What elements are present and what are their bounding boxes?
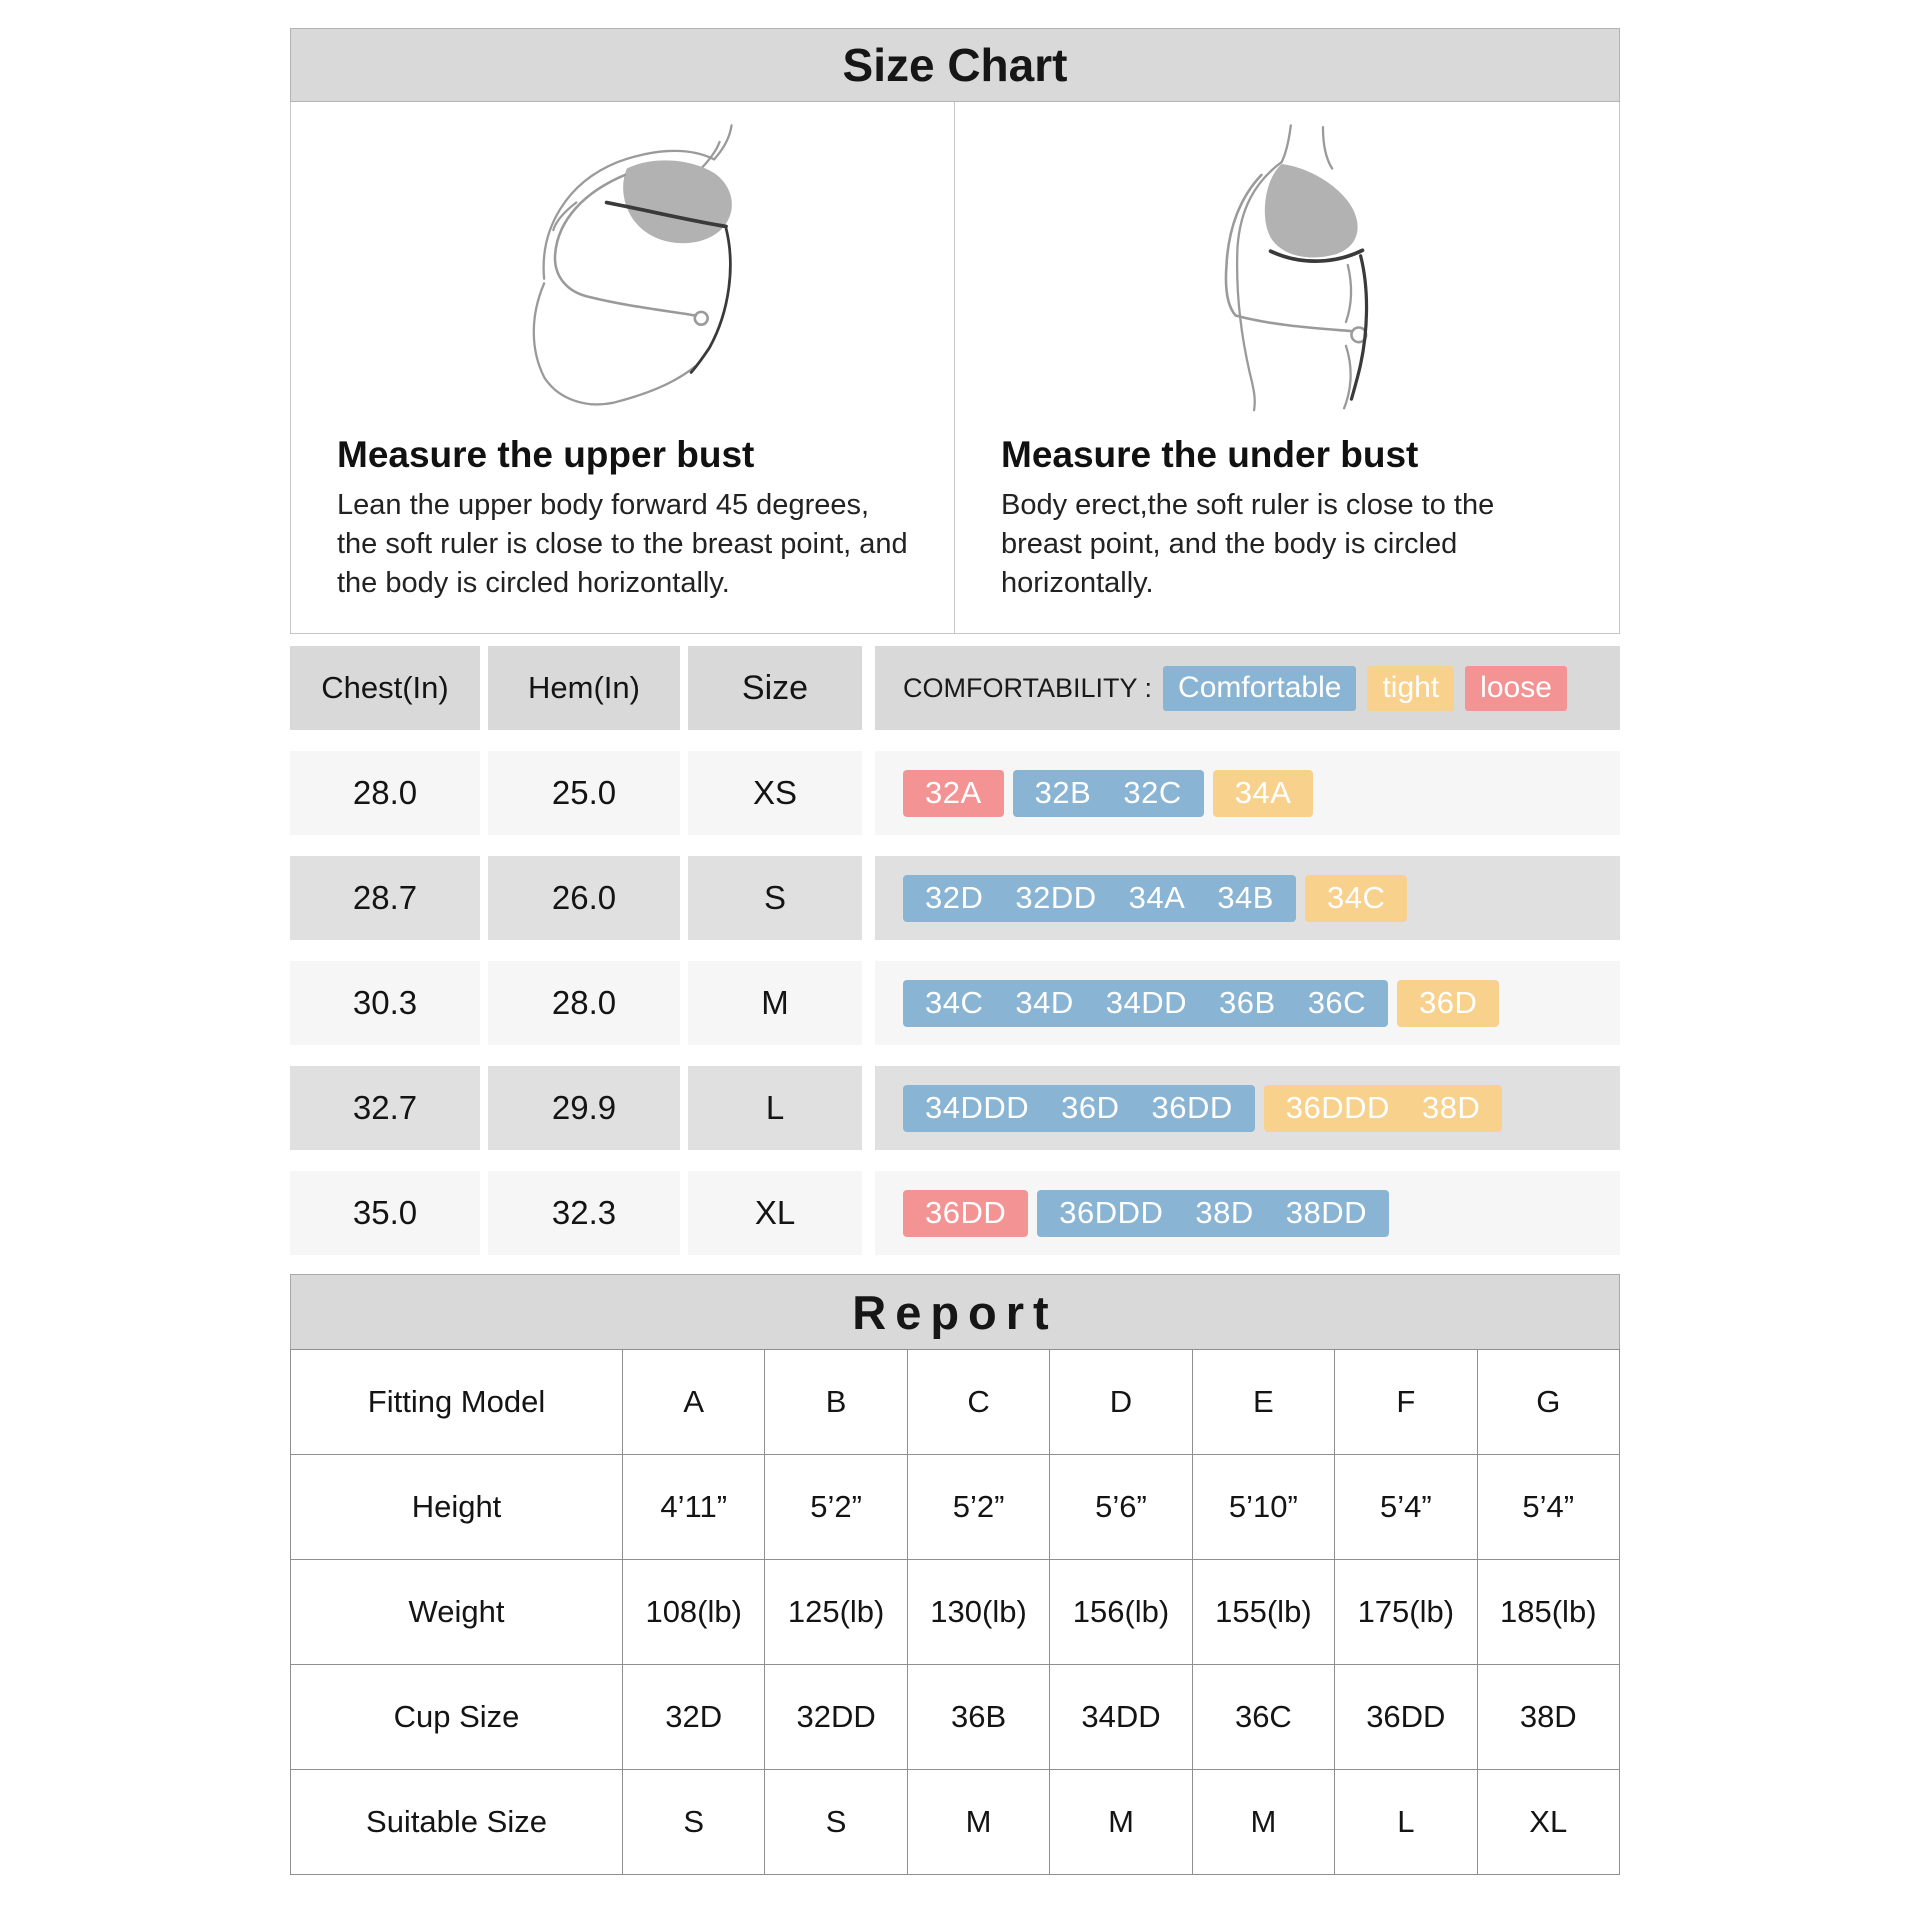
report-value: 34DD xyxy=(1050,1665,1192,1770)
size-table-rows xyxy=(290,751,1620,1255)
report-value: XL xyxy=(1477,1770,1619,1875)
report-value: 5’2” xyxy=(907,1455,1049,1560)
hem-value: 28.0 xyxy=(488,961,680,1045)
report-value: 38D xyxy=(1477,1665,1619,1770)
report-value: M xyxy=(1050,1770,1192,1875)
hem-value: 29.9 xyxy=(488,1066,680,1150)
report-value: B xyxy=(765,1350,907,1455)
report-value: 130(lb) xyxy=(907,1560,1049,1665)
size-value: S xyxy=(688,856,862,940)
measure-panels xyxy=(290,102,1620,634)
report-row-cup-size xyxy=(291,1665,1620,1770)
report-value: A xyxy=(623,1350,765,1455)
bra-size: 34B xyxy=(1217,880,1274,916)
report-value: M xyxy=(1192,1770,1334,1875)
report-table xyxy=(290,1349,1620,1875)
under-bust-figure-illustration xyxy=(1001,112,1581,420)
fit-badge-comfortable xyxy=(903,980,1388,1027)
panel-description: Body erect,the soft ruler is close to the breast point, and the body is circled horizontally. xyxy=(1001,489,1495,600)
fit-badge-tight xyxy=(1305,875,1407,922)
report-value: F xyxy=(1335,1350,1477,1455)
panel-description: Lean the upper body forward 45 degrees, the soft ruler is close to the breast point, and the body is circled horizontally. xyxy=(337,489,908,600)
report-value: 156(lb) xyxy=(1050,1560,1192,1665)
fit-badge-comfortable xyxy=(903,1085,1255,1132)
report-value: 155(lb) xyxy=(1192,1560,1334,1665)
report-value: S xyxy=(623,1770,765,1875)
fit-badges-cell xyxy=(875,751,1620,835)
fit-badges-cell xyxy=(875,1066,1620,1150)
report-value: L xyxy=(1335,1770,1477,1875)
measure-under-bust-panel xyxy=(955,102,1619,633)
report-value: 5’2” xyxy=(765,1455,907,1560)
hem-column-header: Hem(In) xyxy=(488,646,680,730)
report-row-height xyxy=(291,1455,1620,1560)
leaning-figure-icon xyxy=(489,118,765,412)
fit-badge-loose xyxy=(903,1190,1028,1237)
fit-badge-comfortable xyxy=(1037,1190,1389,1237)
bra-size: 34DD xyxy=(1105,985,1188,1021)
legend-badge-comfortable: Comfortable xyxy=(1163,666,1356,711)
report-value: E xyxy=(1192,1350,1334,1455)
chest-value: 28.0 xyxy=(290,751,480,835)
fit-badges-cell xyxy=(875,856,1620,940)
bra-size: 36D xyxy=(1419,985,1478,1021)
report-row-label: Suitable Size xyxy=(291,1770,623,1875)
upper-bust-figure-illustration xyxy=(337,112,916,420)
bra-size: 36C xyxy=(1307,985,1367,1021)
report-row-suitable-size xyxy=(291,1770,1620,1875)
report-value: 4’11” xyxy=(623,1455,765,1560)
bra-size: 32DD xyxy=(1015,880,1097,916)
report-title: Report xyxy=(290,1274,1620,1349)
size-row-l xyxy=(290,1066,1620,1150)
hem-value: 25.0 xyxy=(488,751,680,835)
size-column-header: Size xyxy=(688,646,862,730)
report-value: 5’10” xyxy=(1192,1455,1334,1560)
bra-shape xyxy=(1265,164,1358,258)
fit-badge-loose xyxy=(903,770,1004,817)
report-row-label: Cup Size xyxy=(291,1665,623,1770)
fit-badge-tight xyxy=(1213,770,1314,817)
report-value: 36C xyxy=(1192,1665,1334,1770)
report-value: 36DD xyxy=(1335,1665,1477,1770)
bra-size: 32C xyxy=(1123,775,1182,811)
chest-value: 32.7 xyxy=(290,1066,480,1150)
size-value: XS xyxy=(688,751,862,835)
report-value: 36B xyxy=(907,1665,1049,1770)
report-row-label: Fitting Model xyxy=(291,1350,623,1455)
report-value: D xyxy=(1050,1350,1192,1455)
bra-size: 34D xyxy=(1015,985,1074,1021)
size-row-m xyxy=(290,961,1620,1045)
size-row-s xyxy=(290,856,1620,940)
bra-size: 38DD xyxy=(1285,1195,1368,1231)
bra-size: 38D xyxy=(1195,1195,1254,1231)
upright-figure-icon xyxy=(1153,118,1429,412)
report-value: 125(lb) xyxy=(765,1560,907,1665)
report-value: M xyxy=(907,1770,1049,1875)
report-row-label: Weight xyxy=(291,1560,623,1665)
bra-size: 34A xyxy=(1234,775,1292,811)
bra-size: 34A xyxy=(1128,880,1186,916)
chest-value: 35.0 xyxy=(290,1171,480,1255)
report-value: S xyxy=(765,1770,907,1875)
size-row-xl xyxy=(290,1171,1620,1255)
fit-badge-tight xyxy=(1264,1085,1503,1132)
fit-badge-tight xyxy=(1397,980,1499,1027)
bra-size: 34C xyxy=(925,985,984,1021)
panel-title: Measure the under bust xyxy=(1001,434,1419,475)
panel-title: Measure the upper bust xyxy=(337,434,755,475)
chest-value: 28.7 xyxy=(290,856,480,940)
report-value: 32D xyxy=(623,1665,765,1770)
report-value: 185(lb) xyxy=(1477,1560,1619,1665)
size-value: M xyxy=(688,961,862,1045)
size-value: L xyxy=(688,1066,862,1150)
page-title: Size Chart xyxy=(290,28,1620,102)
report-value: 5’4” xyxy=(1335,1455,1477,1560)
bra-size: 36DDD xyxy=(1285,1090,1390,1126)
hem-value: 32.3 xyxy=(488,1171,680,1255)
chest-value: 30.3 xyxy=(290,961,480,1045)
report-value: C xyxy=(907,1350,1049,1455)
report-row-label: Height xyxy=(291,1455,623,1560)
report-section xyxy=(290,1274,1620,1875)
size-table xyxy=(290,646,1620,1255)
hem-value: 26.0 xyxy=(488,856,680,940)
comfortability-legend xyxy=(1152,666,1567,711)
report-value: 5’6” xyxy=(1050,1455,1192,1560)
size-value: XL xyxy=(688,1171,862,1255)
comfortability-header xyxy=(875,646,1620,730)
chest-column-header: Chest(In) xyxy=(290,646,480,730)
report-value: 108(lb) xyxy=(623,1560,765,1665)
fit-badge-comfortable xyxy=(1013,770,1204,817)
bra-size: 36DD xyxy=(925,1195,1007,1231)
legend-badge-tight: tight xyxy=(1367,666,1454,711)
report-row-fitting-model xyxy=(291,1350,1620,1455)
bra-shape xyxy=(623,160,732,243)
bra-size: 34DDD xyxy=(925,1090,1030,1126)
bra-size: 32B xyxy=(1034,775,1092,811)
bra-size: 32D xyxy=(925,880,984,916)
bra-size: 32A xyxy=(925,775,982,811)
report-value: 175(lb) xyxy=(1335,1560,1477,1665)
report-row-weight xyxy=(291,1560,1620,1665)
fit-badge-comfortable xyxy=(903,875,1296,922)
bra-size: 36D xyxy=(1061,1090,1120,1126)
bra-size: 36DD xyxy=(1151,1090,1233,1126)
report-value: 32DD xyxy=(765,1665,907,1770)
report-value: 5’4” xyxy=(1477,1455,1619,1560)
fit-badges-cell xyxy=(875,961,1620,1045)
bra-size: 34C xyxy=(1326,880,1386,916)
bra-size: 38D xyxy=(1421,1090,1481,1126)
legend-badge-loose: loose xyxy=(1465,666,1567,711)
bra-size: 36DDD xyxy=(1059,1195,1164,1231)
bra-size: 36B xyxy=(1219,985,1276,1021)
measure-upper-bust-panel xyxy=(291,102,955,633)
size-chart-content xyxy=(290,28,1620,1875)
size-row-xs xyxy=(290,751,1620,835)
size-table-header xyxy=(290,646,1620,730)
report-value: G xyxy=(1477,1350,1619,1455)
fit-badges-cell xyxy=(875,1171,1620,1255)
comfortability-label: COMFORTABILITY : xyxy=(903,672,1153,703)
